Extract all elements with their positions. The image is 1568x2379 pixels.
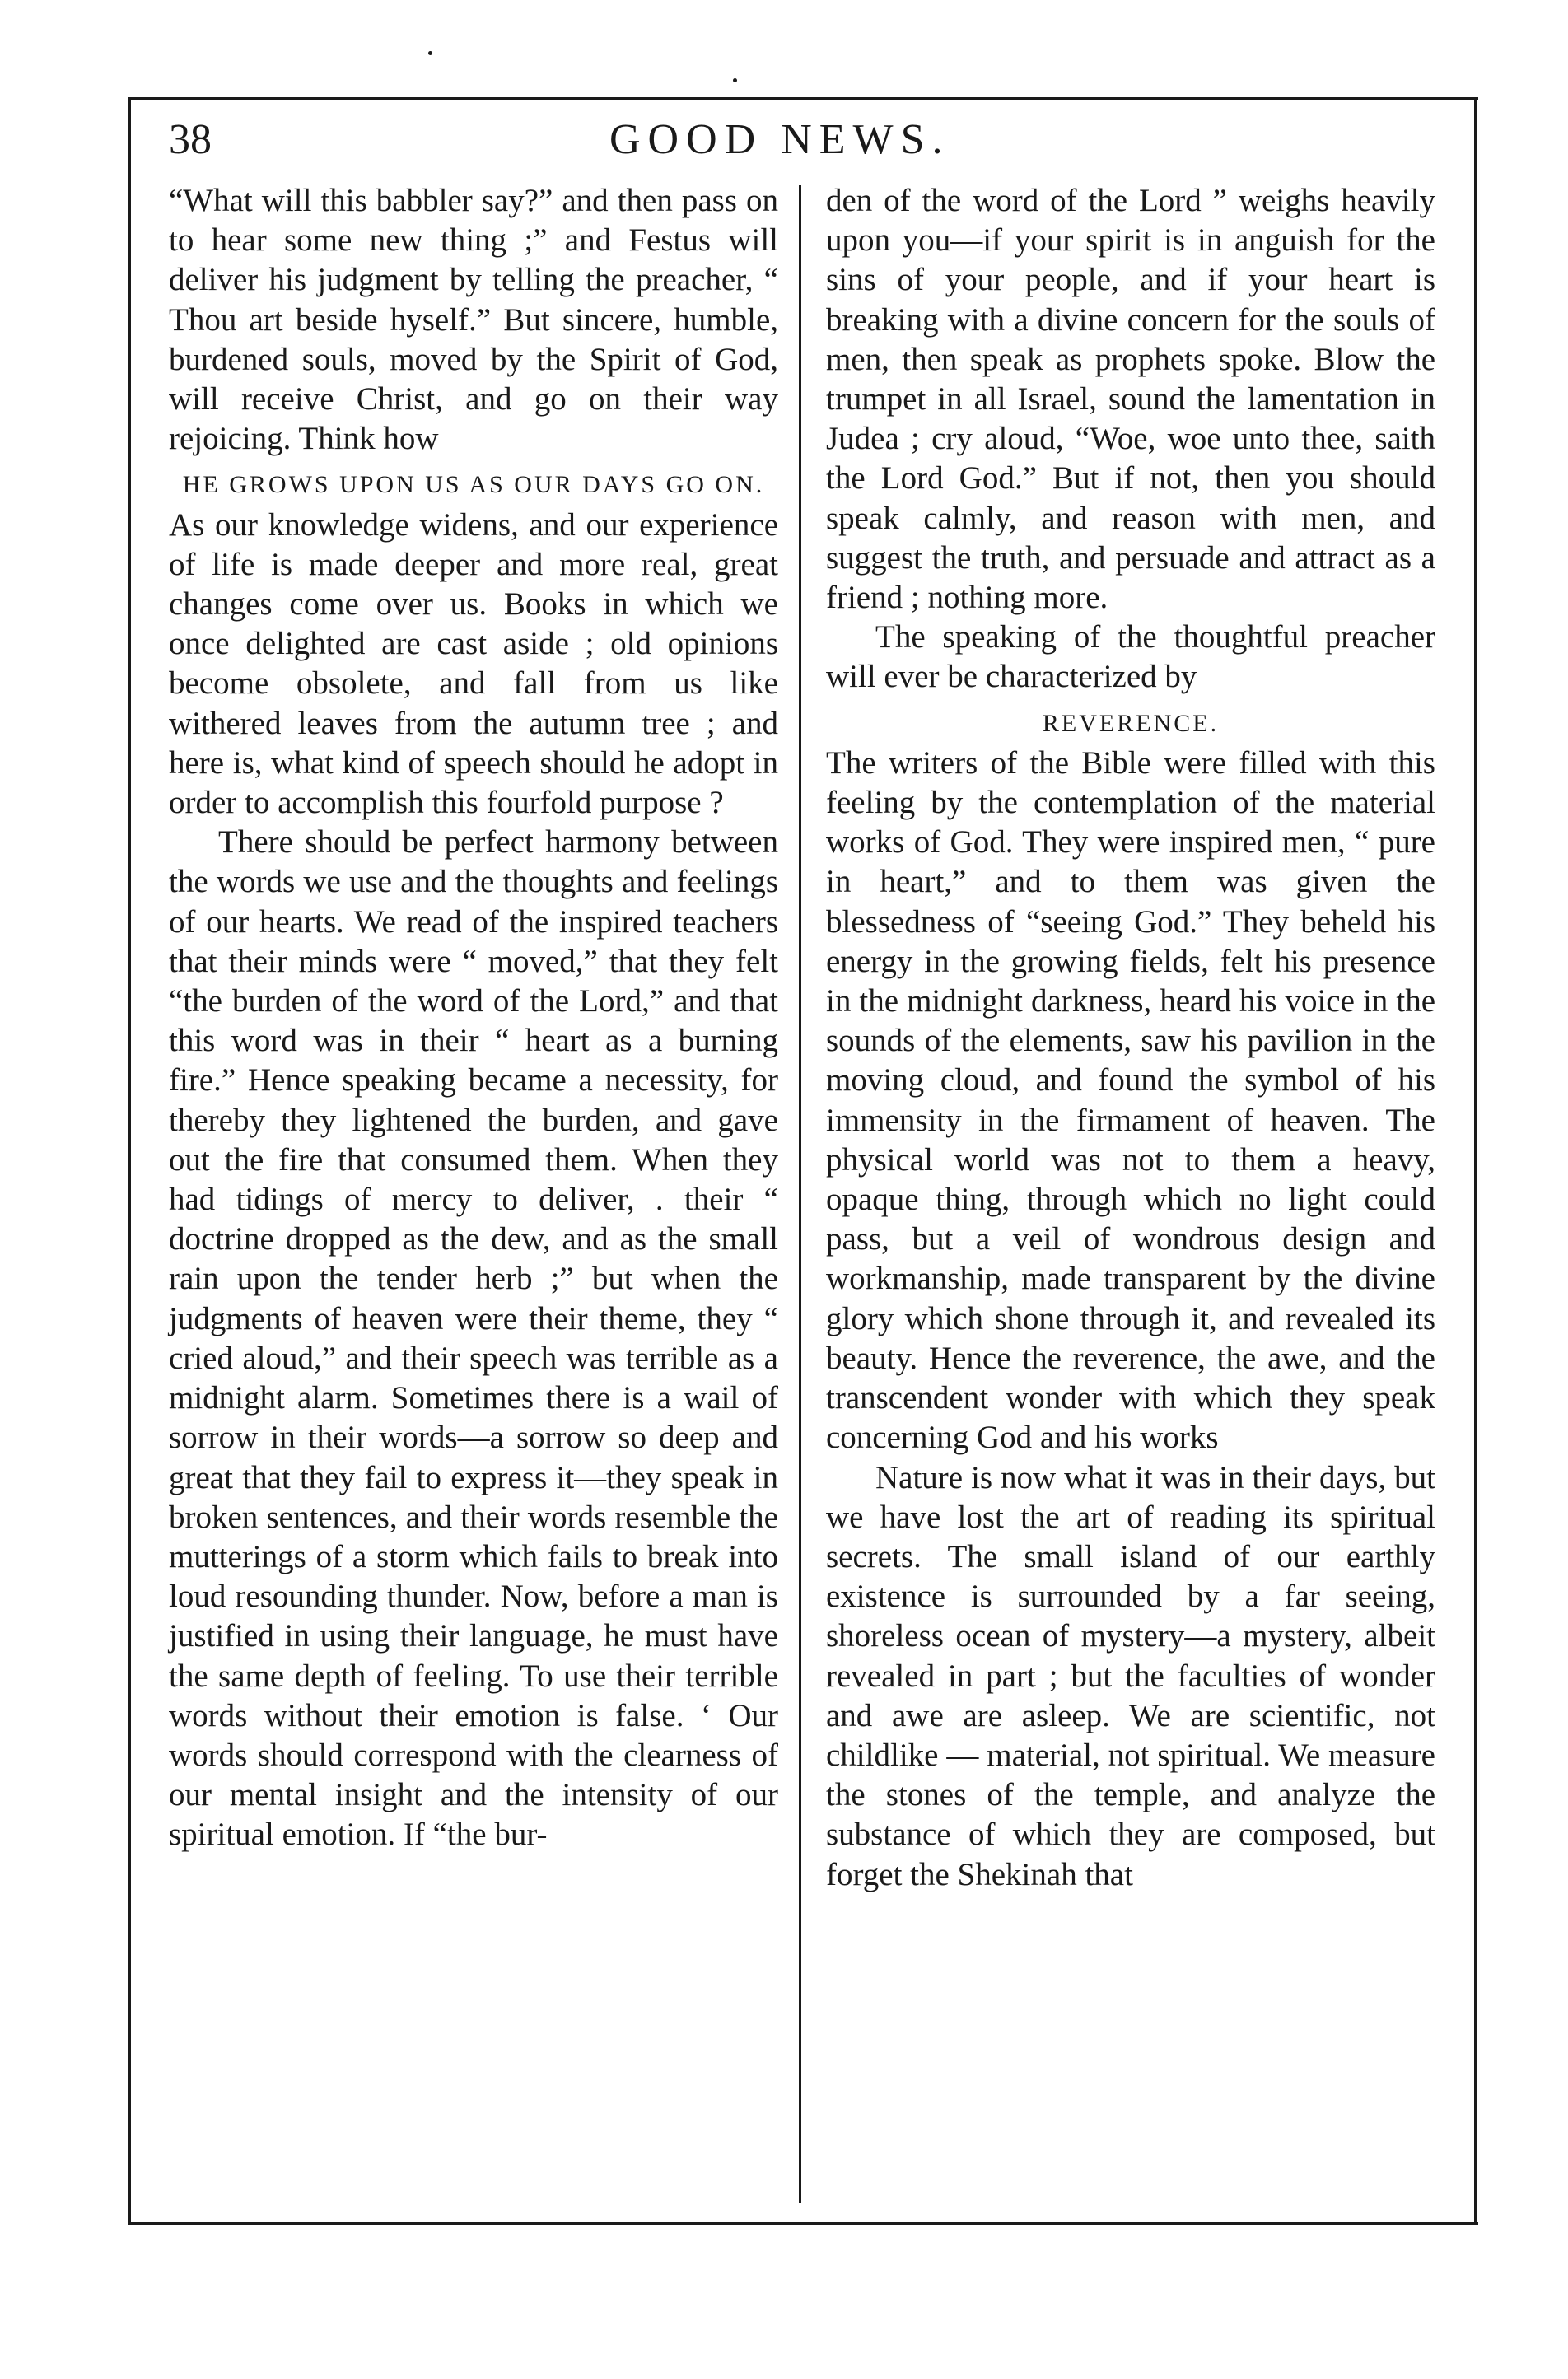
- section-heading: HE GROWS UPON US AS OUR DAYS GO ON.: [182, 471, 765, 499]
- right-column: [826, 181, 1435, 1895]
- running-head: GOOD NEWS.: [609, 116, 950, 163]
- section-heading: REVERENCE.: [1042, 709, 1220, 737]
- paragraph: There should be perfect harmony between the words we use and the thoughts and feelings of our hearts. We read of the inspired teachers that their minds were “ moved,” that they felt “the burden of the word of the Lord,” and that this word was in their “ heart as a burning fire.” Hence speaking became a necessity, for thereby they lightened the burden, and gave out the fire that consumed them. When they had tidings of mercy to deliver, . their “ doctrine dropped as the dew, and as the small rain upon the tender herb ;” but when the judgments of heaven were their theme, they “ cried aloud,” and their speech was terrible as a midnight alarm. Sometimes there is a wail of sorrow in their words—a sorrow so deep and great that they fail to express it—they speak in broken sentences, and their words resemble the mutterings of a storm which fails to break into loud resounding thunder. Now, before a man is justified in using their language, he must have the same depth of feeling. To use their terrible words without their emotion is false. ‘ Our words should correspond with the clearness of our mental insight and the intensity of our spiritual emotion. If “the bur-: [169, 824, 778, 1853]
- page-border-top: [128, 97, 1478, 100]
- paragraph: Nature is now what it was in their days, but we have lost the art of reading its spiritual secrets. The small island of our earthly existence is surrounded by a far seeing, shoreless ocean of mystery—a mystery, albeit revealed in part ; but the faculties of wonder and awe are asleep. We are scientific, not childlike — material, not spiritual. We measure the stones of the temple, and analyze the substance of which they are composed, but forget the Shekinah that: [826, 1459, 1435, 1892]
- page-border-left: [128, 97, 131, 2222]
- page-border-bottom: [128, 2222, 1478, 2225]
- print-speck: [733, 78, 737, 82]
- paragraph: The speaking of the thoughtful preacher will ever be characterized by: [826, 619, 1435, 695]
- paragraph: The writers of the Bible were filled with this feeling by the contemplation of the material works of God. They were inspired men, “ pure in heart,” and to them was given the blessedness of “seeing God.” They beheld his energy in the growing fields, felt his presence in the midnight darkness, heard his voice in the sounds of the elements, saw his pavilion in the moving cloud, and found the symbol of his immensity in the firmament of heaven. The physical world was not to them a heavy, opaque thing, through which no light could pass, but a veil of wondrous design and workmanship, made transparent by the divine glory which shone through it, and revealed its beauty. Hence the reverence, the awe, and the transcendent wonder with which they speak concerning God and his works: [826, 744, 1435, 1456]
- column-divider: [799, 185, 801, 2203]
- paragraph: As our knowledge widens, and our experience of life is made deeper and more real, great changes come over us. Books in which we once delighted are cast aside ; old opinions become obsolete, and fall from us like withered leaves from the autumn tree ; and here is, what kind of speech should he adopt in order to accomplish this fourfold purpose ?: [169, 506, 778, 821]
- left-column: [169, 181, 778, 1855]
- paragraph: den of the word of the Lord ” weighs heavily upon you—if your spirit is in anguish for the sins of your people, and if your heart is breaking with a divine concern for the souls of men, then speak as prophets spoke. Blow the trumpet in all Israel, sound the lamentation in Judea ; cry aloud, “Woe, woe unto thee, saith the Lord God.” But if not, then you should speak calmly, and reason with men, and suggest the truth, and persuade and attract as a friend ; nothing more.: [826, 183, 1435, 616]
- page-number: 38: [169, 116, 212, 163]
- print-speck: [428, 51, 432, 55]
- page-border-right: [1474, 97, 1477, 2222]
- paragraph: “What will this babbler say?” and then pass on to hear some new thing ;” and Festus will deliver his judgment by telling the preacher, “ Thou art beside hyself.” But sincere, humble, burdened souls, moved by the Spirit of God, will receive Christ, and go on their way rejoicing. Think how: [169, 183, 778, 457]
